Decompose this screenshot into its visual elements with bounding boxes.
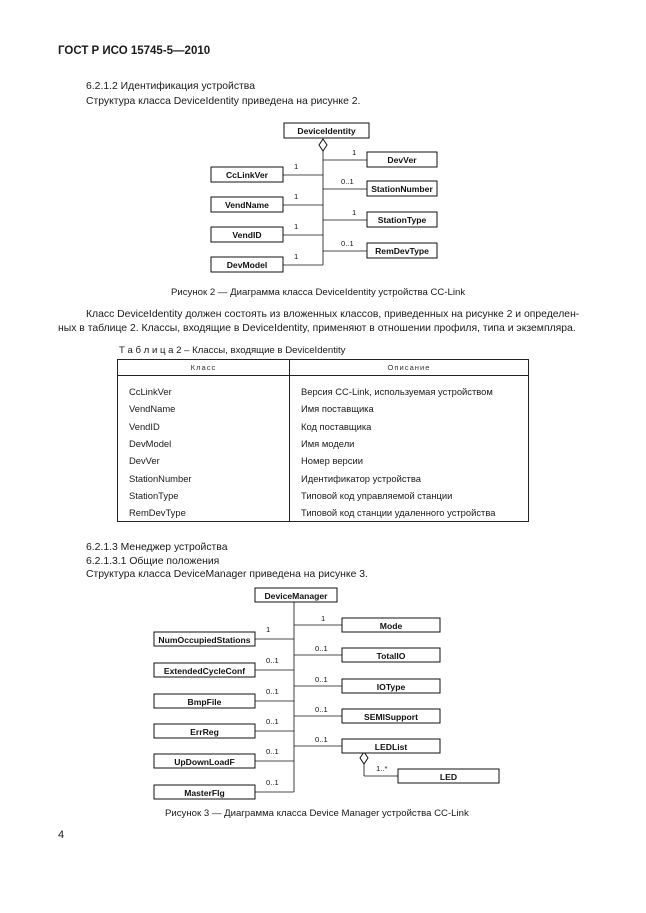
multiplicity: 0..1: [266, 717, 279, 726]
class-label: RemDevType: [375, 246, 429, 256]
section-heading-device-identification: 6.2.1.2 Идентификация устройства: [86, 81, 255, 92]
class-label: VendID: [232, 230, 262, 240]
table-row: [118, 452, 529, 469]
table-row: [118, 504, 529, 522]
class-label: ErrReg: [190, 727, 219, 737]
multiplicity: 0..1: [266, 747, 279, 756]
fig3-root-class: [255, 588, 337, 602]
table-header-row: [118, 360, 529, 376]
document-header: ГОСТ Р ИСО 15745-5—2010: [58, 45, 211, 57]
page-number: 4: [58, 829, 65, 841]
fig3-left-class-6: [154, 778, 279, 799]
cell-class: RemDevType: [118, 504, 290, 522]
cell-description: Имя поставщика: [290, 400, 529, 417]
multiplicity: 0..1: [315, 735, 328, 744]
cell-class: VendID: [118, 418, 290, 435]
cell-description: Код поставщика: [290, 418, 529, 435]
class-label: BmpFile: [187, 697, 222, 707]
multiplicity: 1: [294, 222, 299, 231]
fig2-right-class-3: [352, 208, 437, 227]
multiplicity: 1: [294, 252, 299, 261]
fig2-left-class-3: [211, 222, 298, 242]
figure3-caption: Рисунок 3 — Диаграмма класса Device Manager устройства CC-Link: [165, 808, 469, 819]
cell-class: DevModel: [118, 435, 290, 452]
table-row: [118, 400, 529, 417]
table-row: [118, 487, 529, 504]
multiplicity: 0..1: [266, 656, 279, 665]
cell-class: DevVer: [118, 452, 290, 469]
fig3-right-class-4: [315, 705, 440, 723]
paragraph-line-1: Класс DeviceIdentity должен состоять из вложенных классов, приведенных на рисунке 2 и определен-: [86, 309, 580, 320]
fig3-left-class-5: [154, 747, 279, 768]
multiplicity: 0..1: [315, 644, 328, 653]
class-label: IOType: [376, 682, 406, 692]
class-label: StationType: [377, 215, 427, 225]
table-row: [118, 376, 529, 401]
multiplicity: 0..1: [266, 778, 279, 787]
paragraph-line-2: ных в таблице 2. Классы, входящие в DeviceIdentity, применяют в отношении профиля, типа и экземпляра.: [58, 323, 576, 334]
fig3-right-class-1: [321, 614, 440, 632]
aggregation-diamond: [319, 139, 327, 151]
fig3-left-class-3: [154, 687, 279, 708]
figure2-caption: Рисунок 2 — Диаграмма класса DeviceIdentity устройства CC-Link: [171, 287, 466, 298]
multiplicity: 0..1: [341, 177, 354, 186]
multiplicity: 1: [266, 625, 271, 634]
class-label: SEMISupport: [364, 712, 418, 722]
fig3-left-class-1: [154, 625, 270, 646]
multiplicity: 0..1: [266, 687, 279, 696]
fig2-right-class-4: [341, 239, 437, 258]
multiplicity: 1: [294, 162, 299, 171]
aggregation-diamond: [360, 752, 368, 764]
section-heading-device-manager: 6.2.1.3 Менеджер устройства: [86, 542, 228, 553]
fig2-left-class-1: [211, 162, 298, 182]
multiplicity: 1: [321, 614, 326, 623]
cell-description: Имя модели: [290, 435, 529, 452]
class-label: StationNumber: [371, 184, 433, 194]
multiplicity: 1: [352, 148, 357, 157]
figure2-intro: Структура класса DeviceIdentity приведена на рисунке 2.: [86, 96, 361, 107]
cell-class: StationNumber: [118, 469, 290, 486]
class-label: DeviceManager: [264, 591, 328, 601]
class-label: DevVer: [387, 155, 417, 165]
column-header-class: Класс: [118, 360, 290, 376]
class-label: DeviceIdentity: [297, 126, 356, 136]
class-label: MasterFlg: [184, 788, 225, 798]
fig3-right-class-5: [315, 735, 440, 753]
class-label: DevModel: [226, 260, 268, 270]
multiplicity: 1: [294, 192, 299, 201]
class-label: Mode: [379, 621, 403, 631]
multiplicity: 1: [352, 208, 357, 217]
cell-description: Идентификатор устройства: [290, 469, 529, 486]
cell-class: VendName: [118, 400, 290, 417]
column-header-description: Описание: [290, 360, 529, 376]
class-label: TotalIO: [376, 651, 406, 661]
fig2-left-class-2: [211, 192, 298, 212]
fig2-root-class: [284, 123, 369, 138]
cell-class: StationType: [118, 487, 290, 504]
table2: [117, 359, 529, 522]
table-row: [118, 418, 529, 435]
class-label: VendName: [225, 200, 269, 210]
fig3-left-class-4: [154, 717, 279, 738]
cell-description: Номер версии: [290, 452, 529, 469]
class-label: UpDownLoadF: [174, 757, 235, 767]
class-label: CcLinkVer: [225, 170, 269, 180]
fig3-sub-class-led: [376, 764, 499, 783]
figure3-intro: Структура класса DeviceManager приведена на рисунке 3.: [86, 569, 368, 580]
cell-class: CcLinkVer: [118, 376, 290, 401]
multiplicity: 0..1: [341, 239, 354, 248]
fig3-left-class-2: [154, 656, 279, 677]
fig3-right-class-2: [315, 644, 440, 662]
multiplicity: 0..1: [315, 705, 328, 714]
fig3-right-class-3: [315, 675, 440, 693]
cell-description: Версия CC-Link, используемая устройством: [290, 376, 529, 401]
class-label: LEDList: [374, 742, 408, 752]
table-row: [118, 469, 529, 486]
class-label: ExtendedCycleConf: [163, 666, 246, 676]
multiplicity: 0..1: [315, 675, 328, 684]
class-label: NumOccupiedStations: [158, 635, 251, 645]
subsection-heading-general: 6.2.1.3.1 Общие положения: [86, 556, 220, 567]
cell-description: Типовой код управляемой станции: [290, 487, 529, 504]
fig2-left-class-4: [211, 252, 298, 272]
class-label: LED: [439, 772, 458, 782]
table2-title: Т а б л и ц а 2 – Классы, входящие в DeviceIdentity: [119, 345, 346, 356]
fig2-lines: [283, 139, 367, 265]
cell-description: Типовой код станции удаленного устройства: [290, 504, 529, 522]
multiplicity: 1..*: [376, 764, 388, 773]
table-row: [118, 435, 529, 452]
fig2-right-class-2: [341, 177, 437, 196]
fig2-right-class-1: [352, 148, 437, 167]
